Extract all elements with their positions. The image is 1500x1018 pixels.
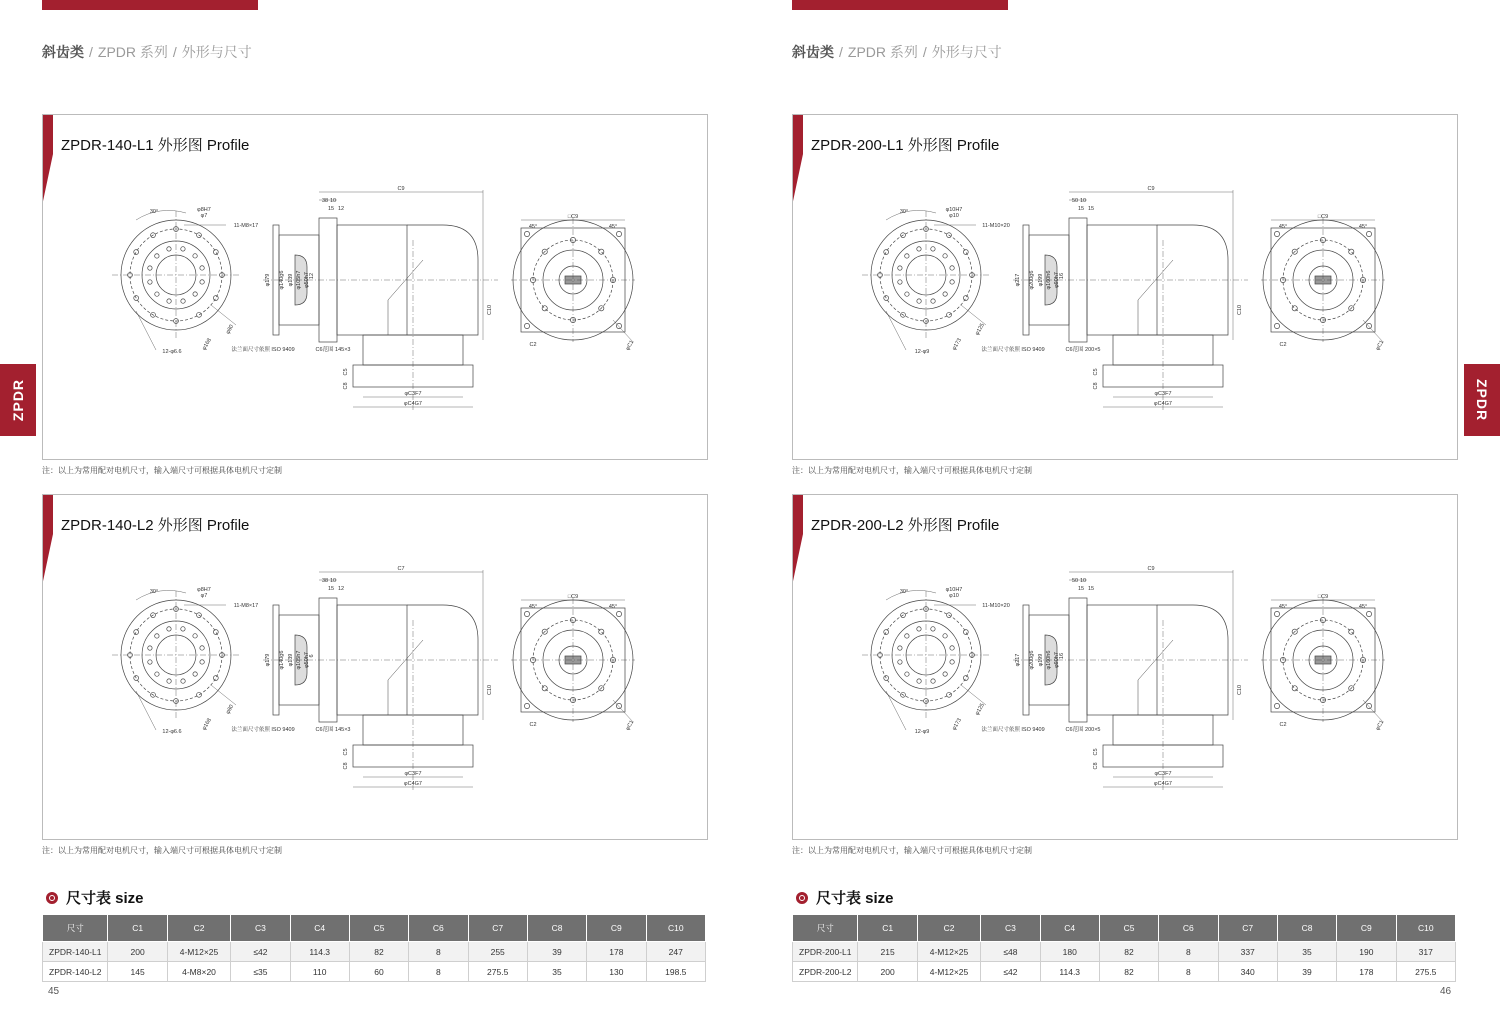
angle-label: 45° [1278,224,1288,230]
c5-label: C5 [1093,368,1099,376]
dia-label: φ50h7 [304,652,310,668]
table-header-cell: C8 [1277,915,1336,942]
c8-label: C8 [343,762,349,770]
c1-label: φC1 [624,719,636,732]
dim-top-label: C9 [397,186,405,192]
breadcrumb-series[interactable]: ZPDR 系列 [847,44,918,60]
dia-label: φ139 [288,653,294,667]
c3-label: φC3F7 [1154,771,1172,777]
table-header-cell: C5 [349,915,408,942]
dia-label: φ90h7 [1054,272,1060,288]
table-header-cell: C3 [981,915,1040,942]
top-accent-bar-right [792,0,1008,10]
standard-label: 法兰面尺寸依照 ISO 9409 [981,727,1045,733]
size-table-left [42,914,706,982]
dia-label: φ105h7 [296,650,302,670]
profile-drawing [793,115,1457,459]
gear-icon [796,892,808,904]
gear-icon [46,892,58,904]
table-row [793,962,1456,982]
table-cell: 60 [349,962,408,982]
dia-label: φ199 [1038,273,1044,287]
drawing-panel-140-l1 [42,114,708,460]
breadcrumb-section[interactable]: 外形与尺寸 [931,44,1002,60]
angle-label: 45° [1358,604,1368,610]
table-header-cell: C6 [409,915,468,942]
breadcrumb-left: 斜齿类 / ZPDR 系列 / 外形与尺寸 [42,44,252,60]
dim-label: 6 [309,654,315,658]
c10-label: C10 [487,304,493,316]
table-cell: 39 [527,942,586,962]
page-number: 46 [1440,986,1452,997]
pcd-label: φ80 [225,323,236,336]
dim-label: 15 [1087,206,1095,212]
drawing-panel-140-l2 [42,494,708,840]
c4-label: φC4G7 [404,781,422,787]
c5-label: C5 [343,368,349,376]
side-tab-right[interactable]: ZPDR [1464,364,1500,436]
table-header-cell: 尺寸 [793,915,858,942]
angle-label: 30° [149,209,159,215]
table-header-cell: C10 [646,915,705,942]
bolt-label: 12-φ9 [914,729,930,735]
dia-label: φ179 [265,653,271,667]
side-tab-left[interactable]: ZPDR [0,364,36,436]
pcd-label: φ80 [225,703,236,716]
dim-label: 10 [329,578,337,584]
table-header-cell: C4 [290,915,349,942]
breadcrumb-category: 斜齿类 [42,44,84,60]
dim-top-label: C9 [1147,566,1155,572]
table-cell: ≤42 [981,962,1040,982]
panel-title: ZPDR-140-L2 外形图 Profile [61,517,250,534]
pcd-label: φ125 [974,702,986,717]
size-table-heading: 尺寸表 size [796,887,894,908]
dim-label: 38 [321,578,329,584]
table-cell: 275.5 [468,962,527,982]
page-number: 45 [48,986,60,997]
hole-label: φ10H7 [945,207,963,213]
dia-label: φ50h7 [304,272,310,288]
table-cell: 8 [409,962,468,982]
c4-label: φC4G7 [1154,781,1172,787]
size-table-heading: 尺寸表 size [46,887,144,908]
dim-label: 15 [327,586,335,592]
dim-label: 15 [1077,206,1085,212]
c3-label: φC3F7 [404,771,422,777]
c4-label: φC4G7 [404,401,422,407]
thread-label: 11-M8×17 [233,603,259,609]
table-cell: 8 [1159,942,1218,962]
c2-label: C2 [1279,342,1287,348]
table-cell: ZPDR-200-L2 [793,962,858,982]
pcd-label: φ173 [951,337,963,352]
table-header-cell: C5 [1099,915,1158,942]
square-label: □C9 [567,214,579,220]
table-cell: 8 [1159,962,1218,982]
table-cell: ZPDR-200-L1 [793,942,858,962]
hole-label: φ10H7 [945,587,963,593]
panel-title: ZPDR-200-L2 外形图 Profile [811,517,1000,534]
table-header-cell: C4 [1040,915,1099,942]
hole-label: φ8H7 [197,207,211,213]
c3-label: φC3F7 [1154,391,1172,397]
dia-label: φ217 [1015,273,1021,287]
c10-label: C10 [487,684,493,696]
table-cell: 317 [1396,942,1455,962]
standard-label: 法兰面尺寸依照 ISO 9409 [231,727,295,733]
table-cell: 275.5 [1396,962,1455,982]
dia-label: φ217 [1015,653,1021,667]
angle-label: 45° [1278,604,1288,610]
panel-title: ZPDR-200-L1 外形图 Profile [811,137,1000,154]
dim-label: 10 [329,198,337,204]
panel-note: 注：以上为常用配对电机尺寸，输入端尺寸可根据具体电机尺寸定制 [792,466,1032,475]
size-table-right [792,914,1456,982]
dia-label: φ200g6 [1029,650,1035,670]
table-header-cell: C3 [231,915,290,942]
c5-label: C5 [343,748,349,756]
angle-label: 45° [528,224,538,230]
table-cell: 82 [1099,942,1158,962]
dim-label: 15 [327,206,335,212]
square-label: □C9 [1317,214,1329,220]
standard-label: 法兰面尺寸依照 ISO 9409 [231,347,295,353]
table-cell: 337 [1218,942,1277,962]
table-header-cell: C10 [1396,915,1455,942]
breadcrumb-category: 斜齿类 [792,44,834,60]
table-cell: 215 [858,942,917,962]
table-cell: 255 [468,942,527,962]
profile-drawing [793,495,1457,839]
dim-label: 12 [337,206,345,212]
dim-label: 10 [1079,578,1087,584]
c1-label: φC1 [1374,719,1386,732]
hole-label: φ10 [949,213,959,219]
dim-label: 50 [1071,198,1079,204]
key-label: C6范围 145×3 [315,727,351,733]
bolt-label: 12-φ9 [914,349,930,355]
table-cell: 200 [108,942,167,962]
hole-label: φ7 [200,213,208,219]
dia-label: φ179 [265,273,271,287]
square-label: □C9 [1317,594,1329,600]
table-row [43,962,706,982]
panel-note: 注：以上为常用配对电机尺寸，输入端尺寸可根据具体电机尺寸定制 [792,846,1032,855]
dia-label: φ139 [288,273,294,287]
table-header-cell: C7 [468,915,527,942]
c8-label: C8 [1093,762,1099,770]
c1-label: φC1 [1374,339,1386,352]
angle-label: 30° [899,209,909,215]
thread-label: 11-M10×20 [982,603,1010,609]
dim-label: 12 [337,586,345,592]
table-header-cell: C2 [167,915,230,942]
table-cell: 114.3 [1040,962,1099,982]
c10-label: C10 [1237,304,1243,316]
table-cell: 35 [1277,942,1336,962]
dim-label: 12 [309,272,315,280]
dim-top-label: C9 [1147,186,1155,192]
thread-label: 11-M8×17 [233,223,259,229]
table-cell: ≤35 [231,962,290,982]
table-cell: 4-M12×25 [917,962,980,982]
dim-label: 50 [1071,578,1079,584]
table-cell: 340 [1218,962,1277,982]
table-header-cell: C9 [1337,915,1396,942]
profile-drawing [43,115,707,459]
table-header-cell: C7 [1218,915,1277,942]
c1-label: φC1 [624,339,636,352]
dia-label: φ105h7 [296,270,302,290]
key-label: C6范围 200×5 [1065,347,1101,353]
standard-label: 法兰面尺寸依照 ISO 9409 [981,347,1045,353]
table-cell: 4-M8×20 [167,962,230,982]
table-cell: 82 [1099,962,1158,982]
angle-label: 45° [608,604,618,610]
dia-label: φ160h6 [1046,650,1052,670]
breadcrumb-series[interactable]: ZPDR 系列 [97,44,168,60]
table-cell: 130 [587,962,646,982]
table-cell: 8 [409,942,468,962]
drawing-panel-200-l2 [792,494,1458,840]
angle-label: 45° [608,224,618,230]
dia-label: φ200g6 [1029,270,1035,290]
dia-label: φ140g6 [279,270,285,290]
c3-label: φC3F7 [404,391,422,397]
table-cell: 247 [646,942,705,962]
table-header-cell: C1 [858,915,917,942]
table-cell: 110 [290,962,349,982]
table-cell: 39 [1277,962,1336,982]
thread-label: 11-M10×20 [982,223,1010,229]
table-header-cell: C9 [587,915,646,942]
bolt-label: 12-φ6.6 [162,729,182,735]
angle-label: 30° [149,589,159,595]
table-cell: 178 [1337,962,1396,982]
top-accent-bar-left [42,0,258,10]
table-cell: ZPDR-140-L1 [43,942,108,962]
table-cell: 114.3 [290,942,349,962]
dia-label: φ90h7 [1054,652,1060,668]
table-cell: 145 [108,962,167,982]
panel-title: ZPDR-140-L1 外形图 Profile [61,137,250,154]
table-cell: 178 [587,942,646,962]
c5-label: C5 [1093,748,1099,756]
table-header-cell: C8 [527,915,586,942]
table-cell: 82 [349,942,408,962]
square-label: □C9 [567,594,579,600]
dim-label: 38 [321,198,329,204]
pcd-label: φ125 [974,322,986,337]
key-label: C6范围 145×3 [315,347,351,353]
dim-label: 15 [1077,586,1085,592]
table-header-cell: 尺寸 [43,915,108,942]
dim-label: 16 [1059,652,1065,660]
dia-label: φ160h6 [1046,270,1052,290]
hole-label: φ8H7 [197,587,211,593]
table-cell: ≤48 [981,942,1040,962]
c2-label: C2 [529,722,537,728]
table-cell: 200 [858,962,917,982]
key-label: C6范围 200×5 [1065,727,1101,733]
dim-top-label: C7 [397,566,405,572]
table-cell: ZPDR-140-L2 [43,962,108,982]
dim-label: 16 [1059,272,1065,280]
panel-note: 注：以上为常用配对电机尺寸，输入端尺寸可根据具体电机尺寸定制 [42,466,282,475]
c10-label: C10 [1237,684,1243,696]
panel-note: 注：以上为常用配对电机尺寸，输入端尺寸可根据具体电机尺寸定制 [42,846,282,855]
c4-label: φC4G7 [1154,401,1172,407]
breadcrumb-section[interactable]: 外形与尺寸 [181,44,252,60]
table-cell: 35 [527,962,586,982]
pcd-label: φ168 [201,337,213,352]
drawing-panel-200-l1 [792,114,1458,460]
c2-label: C2 [529,342,537,348]
hole-label: φ7 [200,593,208,599]
table-header-cell: C1 [108,915,167,942]
table-cell: 198.5 [646,962,705,982]
c8-label: C8 [1093,382,1099,390]
c2-label: C2 [1279,722,1287,728]
bolt-label: 12-φ6.6 [162,349,182,355]
profile-drawing [43,495,707,839]
c8-label: C8 [343,382,349,390]
breadcrumb-right: 斜齿类 / ZPDR 系列 / 外形与尺寸 [792,44,1002,60]
table-cell: 190 [1337,942,1396,962]
dia-label: φ199 [1038,653,1044,667]
dim-label: 10 [1079,198,1087,204]
dia-label: φ140g6 [279,650,285,670]
table-header-cell: C6 [1159,915,1218,942]
angle-label: 45° [1358,224,1368,230]
angle-label: 45° [528,604,538,610]
pcd-label: φ168 [201,717,213,732]
pcd-label: φ173 [951,717,963,732]
table-row [793,942,1456,962]
table-header-cell: C2 [917,915,980,942]
table-cell: 4-M12×25 [917,942,980,962]
table-row [43,942,706,962]
table-cell: 4-M12×25 [167,942,230,962]
table-cell: ≤42 [231,942,290,962]
dim-label: 15 [1087,586,1095,592]
hole-label: φ10 [949,593,959,599]
table-cell: 180 [1040,942,1099,962]
angle-label: 30° [899,589,909,595]
